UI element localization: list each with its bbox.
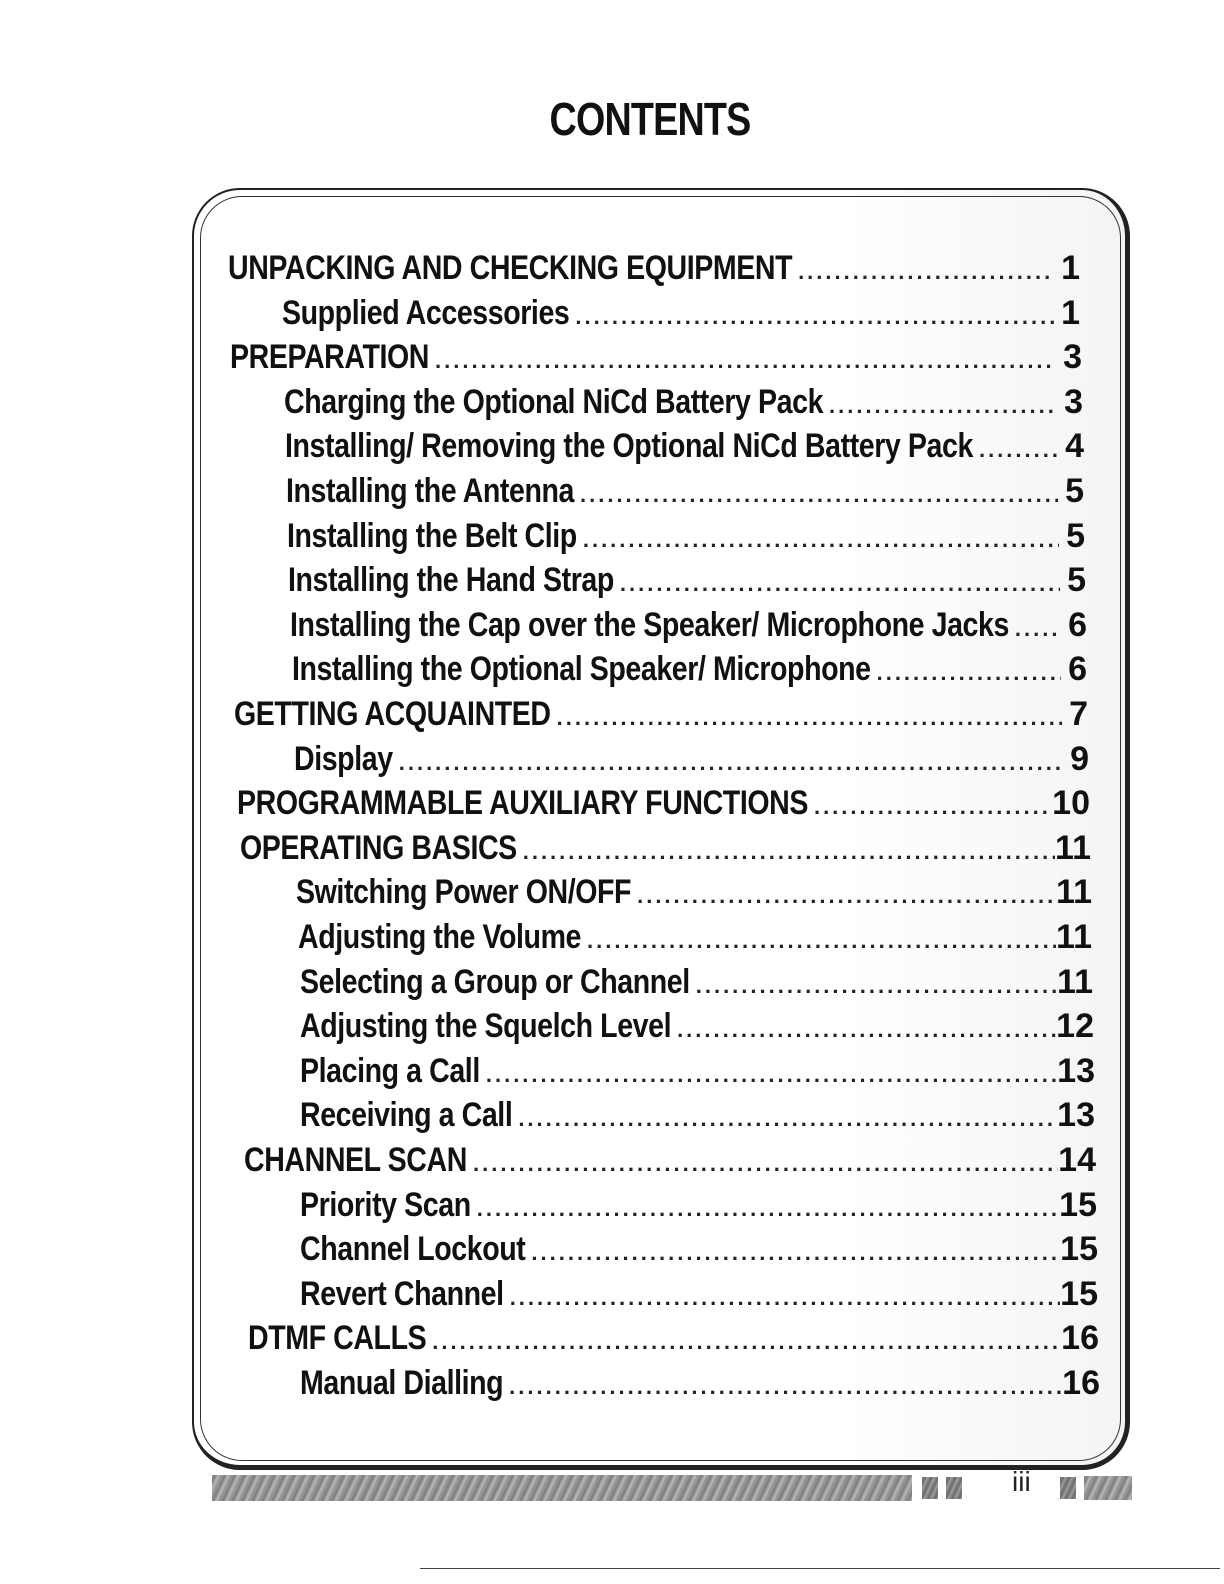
- footer-decoration-square: [1060, 1477, 1076, 1499]
- toc-entry: [300, 1183, 1097, 1227]
- toc-entry-title: Installing the Hand Strap: [288, 561, 614, 600]
- dot-leader: [429, 339, 1056, 383]
- toc-entry: [294, 737, 1089, 781]
- toc-entry: [288, 558, 1086, 602]
- footer-decoration-square: [946, 1477, 962, 1499]
- toc-entry: [300, 1361, 1100, 1405]
- toc-entry-page: 11: [1055, 828, 1091, 867]
- dot-leader: [517, 830, 1055, 874]
- toc-entry-page: 16: [1062, 1364, 1100, 1402]
- toc-entry-page: 11: [1056, 918, 1092, 956]
- bottom-rule: [420, 1568, 1220, 1569]
- toc-entry-title: GETTING ACQUAINTED: [234, 695, 551, 733]
- toc-entry: [286, 469, 1084, 513]
- dot-leader: [1009, 607, 1061, 651]
- dot-leader: [871, 651, 1061, 695]
- toc-entry-page: 11: [1057, 962, 1093, 1001]
- toc-entry-title: Installing the Antenna: [286, 472, 575, 510]
- toc-entry-page: 16: [1061, 1319, 1099, 1358]
- toc-entry: [300, 1049, 1095, 1093]
- toc-entry-title: OPERATING BASICS: [240, 828, 517, 867]
- dot-leader: [973, 428, 1058, 472]
- toc-entry-title: Supplied Accessories: [282, 293, 570, 332]
- dot-leader: [577, 518, 1059, 562]
- dot-leader: [525, 1231, 1060, 1275]
- toc-entry: [234, 692, 1088, 736]
- toc-entry: [290, 603, 1087, 647]
- dot-leader: [574, 473, 1058, 517]
- dot-leader: [426, 1320, 1061, 1364]
- toc-entry-title: Charging the Optional NiCd Battery Pack: [284, 382, 824, 421]
- toc-entry-page: 1: [1061, 293, 1080, 332]
- toc-entry: [298, 915, 1092, 959]
- toc-entry-page: 11: [1056, 873, 1092, 912]
- dot-leader: [512, 1097, 1057, 1141]
- toc-entry-page: 15: [1059, 1185, 1097, 1224]
- toc-entry: [282, 291, 1080, 335]
- dot-leader: [480, 1053, 1057, 1097]
- toc-entry: [248, 1316, 1099, 1360]
- toc-entry-page: 13: [1057, 1096, 1095, 1135]
- footer-decoration-square: [922, 1477, 938, 1499]
- dot-leader: [504, 1276, 1060, 1320]
- dot-leader: [614, 562, 1060, 606]
- toc-entry: [228, 246, 1080, 290]
- footer-decoration-bar: [212, 1475, 912, 1501]
- toc-entry-page: 4: [1065, 427, 1084, 466]
- toc-entry-page: 3: [1064, 382, 1083, 421]
- dot-leader: [393, 741, 1063, 785]
- toc-entry-title: Revert Channel: [300, 1274, 504, 1313]
- toc-entry-title: Channel Lockout: [300, 1230, 526, 1269]
- toc-entry: [300, 1227, 1098, 1271]
- toc-entry-page: 3: [1063, 338, 1082, 377]
- toc-entry-page: 9: [1070, 739, 1089, 778]
- toc-entry: [296, 870, 1092, 914]
- toc-entry: [300, 1272, 1098, 1316]
- toc-entry: [230, 335, 1082, 379]
- dot-leader: [792, 250, 1054, 294]
- toc-entry-title: Installing the Cap over the Speaker/ Microphone Jacks: [290, 605, 1009, 644]
- toc-entry: [240, 826, 1091, 870]
- toc-entry-title: PREPARATION: [230, 338, 430, 377]
- dot-leader: [503, 1365, 1062, 1409]
- toc-entry-title: CHANNEL SCAN: [244, 1141, 467, 1179]
- toc-entry-page: 10: [1052, 784, 1090, 823]
- dot-leader: [808, 785, 1052, 829]
- dot-leader: [823, 384, 1057, 428]
- toc-entry: [292, 647, 1087, 691]
- toc-entry-title: PROGRAMMABLE AUXILIARY FUNCTIONS: [237, 784, 808, 823]
- toc-entry: [284, 380, 1083, 424]
- dot-leader: [551, 696, 1062, 740]
- toc-entry: [300, 960, 1093, 1004]
- toc-entry-title: Display: [294, 739, 393, 778]
- page-number: iii: [1012, 1466, 1031, 1497]
- toc-entry-page: 6: [1068, 605, 1087, 644]
- toc-entry-title: Priority Scan: [300, 1185, 471, 1224]
- toc-entry-page: 1: [1061, 249, 1080, 287]
- toc-entry: [287, 514, 1085, 558]
- toc-entry: [300, 1004, 1094, 1048]
- toc-entry-title: Installing the Optional Speaker/ Microphone: [292, 650, 871, 689]
- toc-entry: [244, 1138, 1096, 1182]
- dot-leader: [690, 964, 1057, 1008]
- toc-entry: [300, 1093, 1095, 1137]
- toc-entry-title: Switching Power ON/OFF: [296, 873, 632, 912]
- toc-entry-page: 6: [1068, 650, 1087, 689]
- dot-leader: [569, 295, 1054, 339]
- toc-entry: [285, 424, 1084, 468]
- dot-leader: [467, 1142, 1058, 1186]
- dot-leader: [581, 919, 1056, 963]
- toc-entry-page: 13: [1057, 1051, 1095, 1090]
- toc-entry-page: 12: [1056, 1007, 1094, 1046]
- footer-decoration-end: [1084, 1476, 1132, 1500]
- toc-entry-page: 7: [1069, 695, 1088, 733]
- toc-entry-title: Adjusting the Volume: [298, 918, 582, 956]
- dot-leader: [631, 874, 1056, 918]
- toc-entry-title: Placing a Call: [300, 1051, 480, 1090]
- toc-entry-title: Adjusting the Squelch Level: [300, 1007, 672, 1046]
- dot-leader: [671, 1008, 1056, 1052]
- toc-entry-title: Manual Dialling: [300, 1364, 504, 1402]
- toc-entry-page: 5: [1066, 516, 1085, 555]
- toc-entry-page: 5: [1067, 561, 1086, 600]
- toc-entry-title: Selecting a Group or Channel: [300, 962, 690, 1001]
- toc-entry-page: 15: [1060, 1274, 1098, 1313]
- toc-entry-title: Receiving a Call: [300, 1096, 513, 1135]
- toc-entry: [237, 781, 1090, 825]
- toc-entry-page: 14: [1058, 1141, 1096, 1179]
- page-title: CONTENTS: [549, 93, 751, 145]
- toc-entry-title: DTMF CALLS: [248, 1319, 427, 1358]
- toc-entry-page: 5: [1065, 472, 1084, 510]
- dot-leader: [471, 1187, 1059, 1231]
- toc-entry-title: Installing/ Removing the Optional NiCd Battery Pack: [285, 427, 973, 466]
- toc-entry-title: UNPACKING AND CHECKING EQUIPMENT: [228, 249, 793, 287]
- toc-entry-title: Installing the Belt Clip: [287, 516, 577, 555]
- toc-entry-page: 15: [1060, 1230, 1098, 1269]
